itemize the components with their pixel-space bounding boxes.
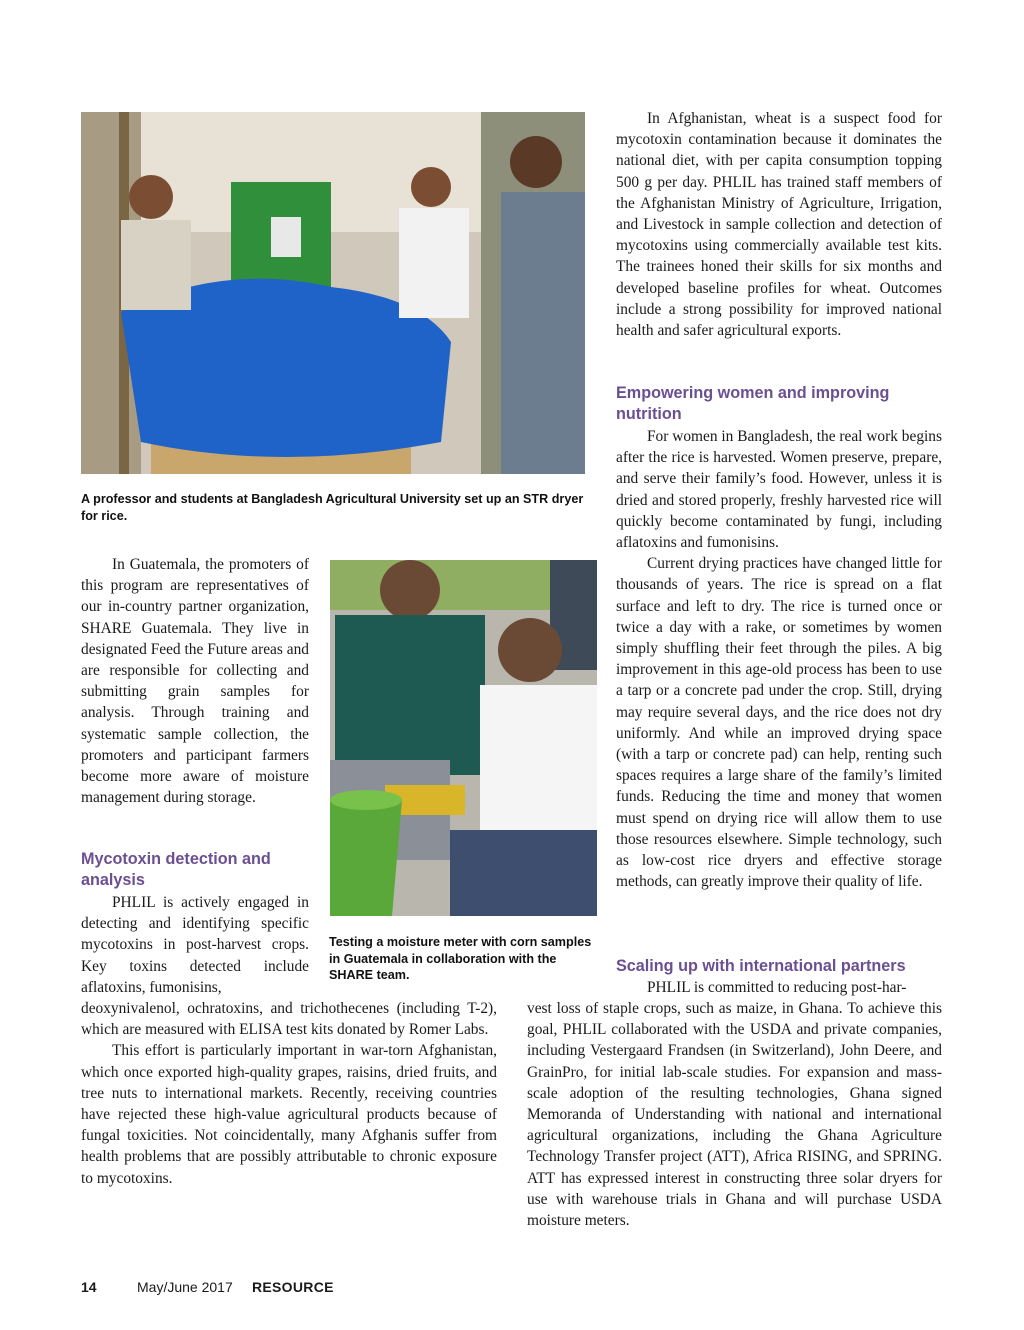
- heading-mycotoxin-detection: Mycotoxin detection and analysis: [81, 850, 271, 889]
- photo-caption-moisture-meter: Testing a moisture meter with corn samples in Guatemala in collaboration with the SHARE team.: [329, 935, 592, 982]
- magazine-name: RESOURCE: [252, 1279, 334, 1295]
- photo-moisture-meter: [330, 560, 597, 916]
- paragraph-drying-practices: Current drying practices have changed little for thousands of years. The rice is spread on a flat surface and left to dry. The rice is turned once or twice a day with a rake, or sometimes by women simply shuffling their feet through the piles. A big improvement in this age-old process has been to use a tarp or a concrete pad under the crop. Still, drying may require several days, and the rice does not dry uniformly. And while an improved drying space (with a tarp or concrete pad) can help, renting such spaces requires a large share of the family’s limited funds. Reducing the time and money that women must spend on drying rice will allow them to use those resources elsewhere. Simple technology, such as low-cost rice dryers and effective storage methods, can greatly improve their quality of life.: [616, 555, 942, 891]
- page-footer: [81, 1278, 481, 1298]
- moisture-meter-illustration: [330, 560, 597, 916]
- page-number: 14: [81, 1279, 97, 1295]
- paragraph-guatemala-promoters: In Guatemala, the promoters of this program are representatives of our in-country partner organization, SHARE Guatemala. They live in designated Feed the Future areas and are responsible for collecting and submitting grain samples for analysis. Through training and systematic sample collection, the promoters and participant farmers become more aware of moisture management during storage.: [81, 556, 309, 807]
- str-dryer-illustration: [81, 112, 585, 474]
- paragraph-women-bangladesh: For women in Bangladesh, the real work begins after the rice is harvested. Women preserve, prepare, and serve their family’s food. However, unless it is dried and stored properly, freshly harvested rice will quickly become contaminated by fungi, including aflatoxins and fumonisins.: [616, 428, 942, 552]
- paragraph-scaling-end: vest loss of staple crops, such as maize, in Ghana. To achieve this goal, PHLIL collaborated with the USDA and private companies, including Vestergaard Frandsen (in Switzerland), John Deere, and GrainPro, for initial lab-scale studies. For expansion and mass-scale adoption of the resulting technologies, Ghana signed Memoranda of Understanding with national and international agricultural organizations, including the Ghana Agriculture Technology Transfer project (ATT), Africa RISING, and SPRING. ATT has expressed interest in constructing three solar dryers for use with warehouse trials in Ghana and will purchase USDA moisture meters.: [527, 1000, 942, 1230]
- paragraph-afghanistan-wheat: In Afghanistan, wheat is a suspect food for mycotoxin contamination because it dominates the national diet, with per capita consumption topping 500 g per day. PHLIL has trained staff members of the Afghanistan Ministry of Agriculture, Irrigation, and Livestock in sample collection and detection of mycotoxins using commercially available test kits. The trainees honed their skills for six months and developed baseline profiles for wheat. Outcomes include a strong possibility for improved national health and safer agricultural exports.: [616, 110, 942, 340]
- photo-caption-str-dryer: A professor and students at Bangladesh Agricultural University set up an STR dryer for rice.: [81, 492, 584, 523]
- paragraph-scaling-start: PHLIL is committed to reducing post-har-: [647, 979, 907, 996]
- photo-str-dryer: [81, 112, 585, 474]
- heading-scaling-up: Scaling up with international partners: [616, 957, 906, 975]
- paragraph-phlil-detection-end: deoxynivalenol, ochratoxins, and trichothecenes (including T-2), which are measured with ELISA test kits donated by Romer Labs.: [81, 1000, 497, 1039]
- heading-empowering-women: Empowering women and improving nutrition: [616, 384, 890, 423]
- paragraph-phlil-detection-start: PHLIL is actively engaged in detecting and identifying specific mycotoxins in post-harvest crops. Key toxins detected include aflatoxins, fumonisins,: [81, 894, 309, 996]
- issue-date: May/June 2017: [137, 1279, 233, 1295]
- paragraph-afghanistan-exports: This effort is particularly important in war-torn Afghanistan, which once exported high-quality grapes, raisins, dried fruits, and tree nuts to international markets. Recently, receiving countries have rejected these high-value agricultural products because of fungal toxicities. Not coincidentally, many Afghanis suffer from health problems that are possibly attributable to chronic exposure to mycotoxins.: [81, 1042, 497, 1187]
